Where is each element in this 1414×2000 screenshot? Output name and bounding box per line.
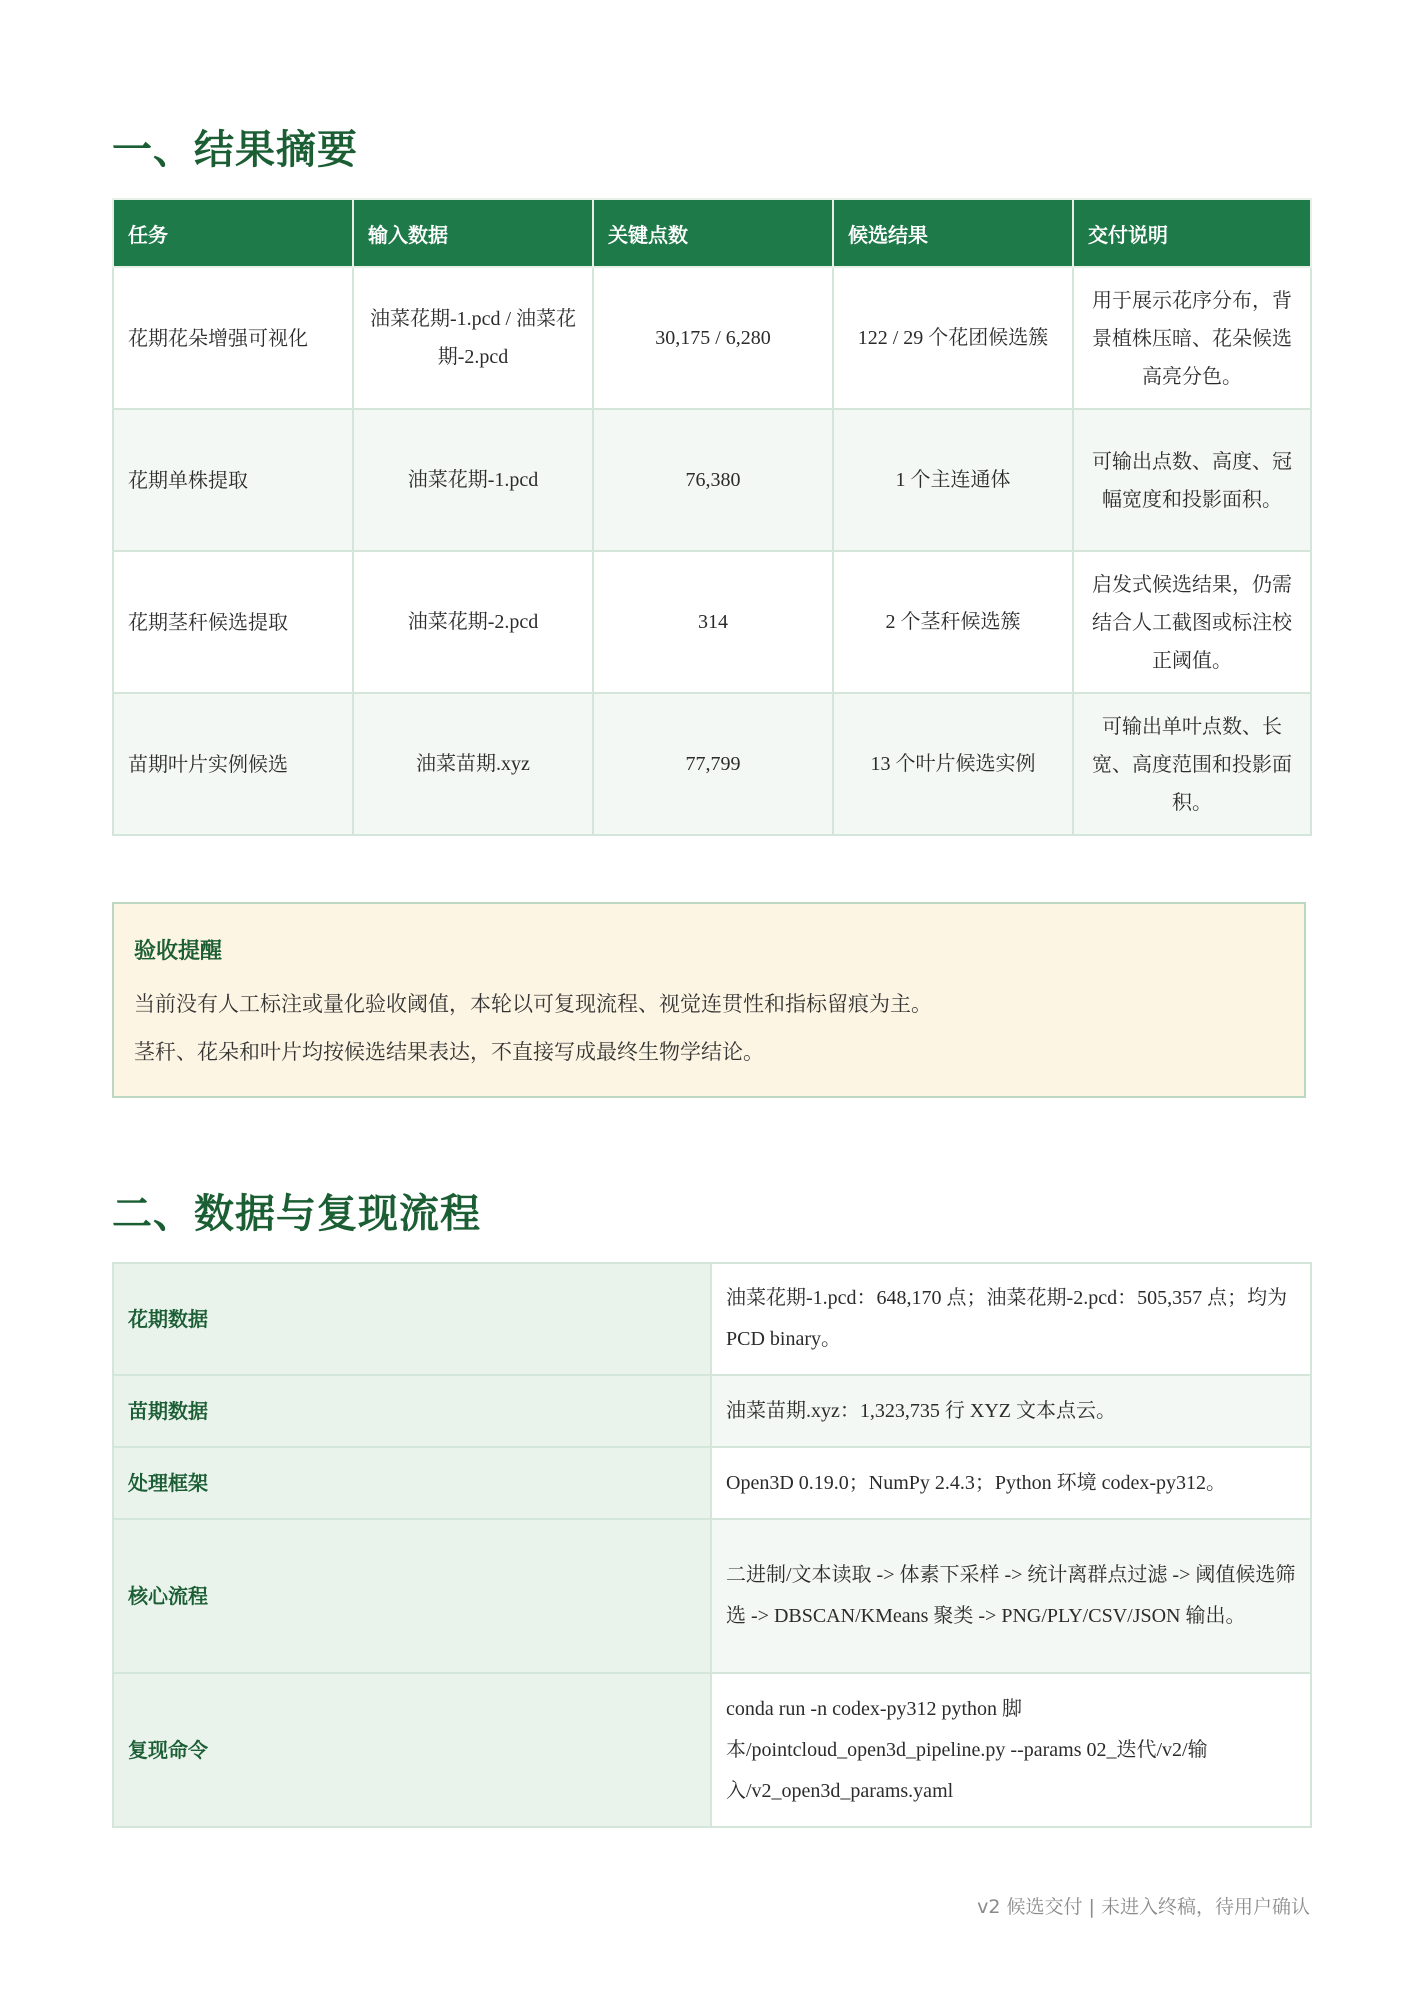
table-row <box>113 1519 1311 1673</box>
cell-result: 13 个叶片候选实例 <box>833 693 1073 835</box>
acceptance-notice <box>112 902 1306 1098</box>
cell-note: 用于展示花序分布，背景植株压暗、花朵候选高亮分色。 <box>1073 267 1311 409</box>
cell-points: 76,380 <box>593 409 833 551</box>
row-key: 处理框架 <box>113 1447 711 1519</box>
cell-input: 油菜花期-1.pcd <box>353 409 593 551</box>
table-row <box>113 693 1311 835</box>
table-row <box>113 1447 1311 1519</box>
row-value: 二进制/文本读取 -> 体素下采样 -> 统计离群点过滤 -> 阈值候选筛选 -> DBSCAN/KMeans 聚类 -> PNG/PLY/CSV/JSON 输出。 <box>711 1519 1311 1673</box>
cell-input: 油菜花期-2.pcd <box>353 551 593 693</box>
cell-result: 122 / 29 个花团候选簇 <box>833 267 1073 409</box>
cell-input: 油菜花期-1.pcd / 油菜花期-2.pcd <box>353 267 593 409</box>
table-row <box>113 1263 1311 1375</box>
cell-task: 花期单株提取 <box>113 409 353 551</box>
section-title-summary: 一、结果摘要 <box>112 127 358 173</box>
header-task: 任务 <box>113 199 353 267</box>
row-value: 油菜苗期.xyz：1,323,735 行 XYZ 文本点云。 <box>711 1375 1311 1447</box>
notice-line: 茎秆、花朵和叶片均按候选结果表达，不直接写成最终生物学结论。 <box>134 1040 764 1064</box>
cell-task: 苗期叶片实例候选 <box>113 693 353 835</box>
data-flow-table <box>112 1262 1312 1828</box>
notice-title: 验收提醒 <box>134 939 223 964</box>
cell-result: 1 个主连通体 <box>833 409 1073 551</box>
cell-points: 30,175 / 6,280 <box>593 267 833 409</box>
summary-table <box>112 198 1312 836</box>
row-value: 油菜花期-1.pcd：648,170 点；油菜花期-2.pcd：505,357 点；均为 PCD binary。 <box>711 1263 1311 1375</box>
cell-note: 可输出点数、高度、冠幅宽度和投影面积。 <box>1073 409 1311 551</box>
cell-points: 314 <box>593 551 833 693</box>
notice-line: 当前没有人工标注或量化验收阈值，本轮以可复现流程、视觉连贯性和指标留痕为主。 <box>134 992 932 1016</box>
row-value: conda run -n codex-py312 python 脚本/pointcloud_open3d_pipeline.py --params 02_迭代/v2/输入/v2_open3d_params.yaml <box>711 1673 1311 1827</box>
header-points: 关键点数 <box>593 199 833 267</box>
cell-task: 花期茎秆候选提取 <box>113 551 353 693</box>
cell-task: 花期花朵增强可视化 <box>113 267 353 409</box>
row-value: Open3D 0.19.0；NumPy 2.4.3；Python 环境 codex-py312。 <box>711 1447 1311 1519</box>
row-key: 花期数据 <box>113 1263 711 1375</box>
table-row <box>113 1375 1311 1447</box>
row-key: 核心流程 <box>113 1519 711 1673</box>
cell-input: 油菜苗期.xyz <box>353 693 593 835</box>
page-footer: v2 候选交付 | 未进入终稿，待用户确认 <box>977 1896 1310 1918</box>
header-note: 交付说明 <box>1073 199 1311 267</box>
cell-note: 启发式候选结果，仍需结合人工截图或标注校正阈值。 <box>1073 551 1311 693</box>
header-input: 输入数据 <box>353 199 593 267</box>
row-key: 复现命令 <box>113 1673 711 1827</box>
row-key: 苗期数据 <box>113 1375 711 1447</box>
header-result: 候选结果 <box>833 199 1073 267</box>
section-title-data-flow: 二、数据与复现流程 <box>112 1191 481 1237</box>
table-row <box>113 267 1311 409</box>
table-row <box>113 409 1311 551</box>
cell-note: 可输出单叶点数、长宽、高度范围和投影面积。 <box>1073 693 1311 835</box>
table-row <box>113 1673 1311 1827</box>
cell-result: 2 个茎秆候选簇 <box>833 551 1073 693</box>
table-row <box>113 551 1311 693</box>
summary-header-row <box>113 199 1311 267</box>
cell-points: 77,799 <box>593 693 833 835</box>
